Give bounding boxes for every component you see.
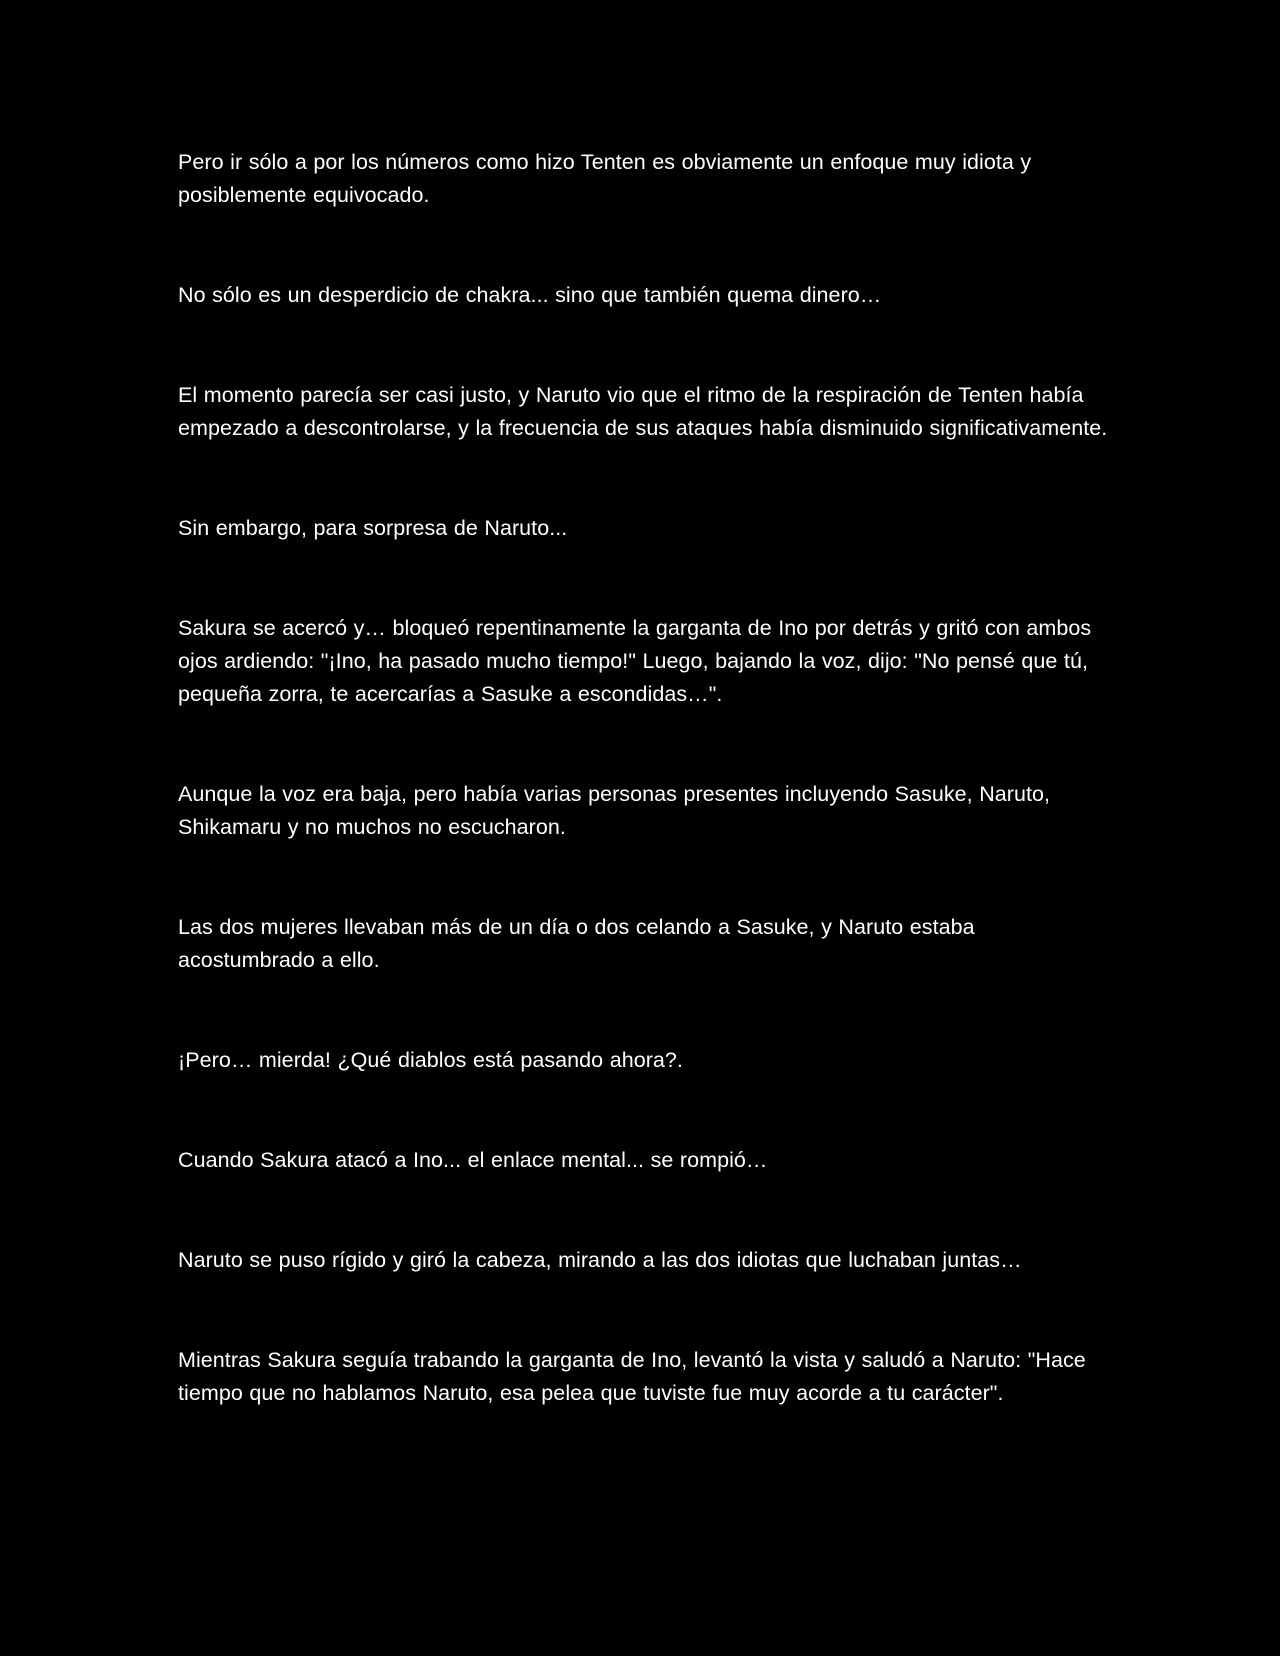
paragraph-2: No sólo es un desperdicio de chakra... sino que también quema dinero… xyxy=(178,283,882,307)
paragraph-3: El momento parecía ser casi justo, y Naruto vio que el ritmo de la respiración de Tenten había empezado a descontrolarse, y la frecuencia de sus ataques había disminuido significativamente. xyxy=(178,383,1108,440)
paragraph-7: Las dos mujeres llevaban más de un día o dos celando a Sasuke, y Naruto estaba acostumbrado a ello. xyxy=(178,915,975,972)
paragraph-9: Cuando Sakura atacó a Ino... el enlace mental... se rompió… xyxy=(178,1148,768,1172)
document-body xyxy=(178,146,1108,1477)
paragraph-11: Mientras Sakura seguía trabando la garganta de Ino, levantó la vista y saludó a Naruto: "Hace tiempo que no hablamos Naruto, esa pelea que tuviste fue muy acorde a tu carácter". xyxy=(178,1348,1086,1405)
paragraph-10: Naruto se puso rígido y giró la cabeza, mirando a las dos idiotas que luchaban juntas… xyxy=(178,1248,1022,1272)
paragraph-8: ¡Pero… mierda! ¿Qué diablos está pasando ahora?. xyxy=(178,1048,683,1072)
paragraph-5: Sakura se acercó y… bloqueó repentinamente la garganta de Ino por detrás y gritó con ambos ojos ardiendo: "¡Ino, ha pasado mucho tiempo!" Luego, bajando la voz, dijo: "No pensé que tú, pequeña zorra, te acercarías a Sasuke a escondidas…". xyxy=(178,616,1092,706)
paragraph-6: Aunque la voz era baja, pero había varias personas presentes incluyendo Sasuke, Naruto, Shikamaru y no muchos no escucharon. xyxy=(178,782,1051,839)
paragraph-1: Pero ir sólo a por los números como hizo Tenten es obviamente un enfoque muy idiota y posiblemente equivocado. xyxy=(178,150,1032,207)
paragraph-4: Sin embargo, para sorpresa de Naruto... xyxy=(178,516,568,540)
